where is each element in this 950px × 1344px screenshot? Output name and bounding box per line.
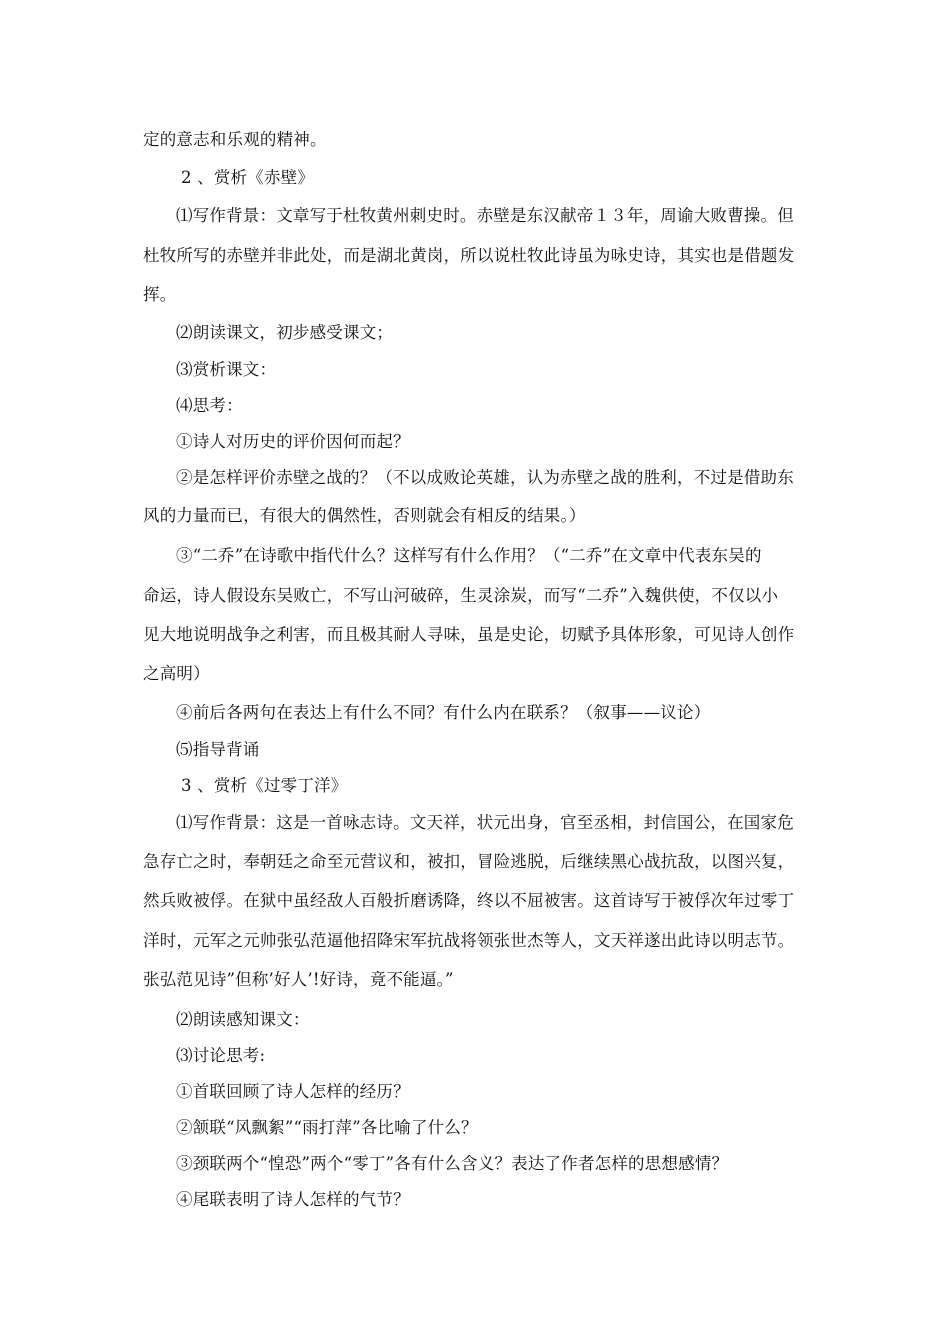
text-line: ②是怎样评价赤壁之战的？（不以成败论英雄，认为赤壁之战的胜利，不过是借助东 — [176, 468, 794, 487]
text-line: 之高明） — [143, 664, 210, 683]
text-line: ⑶赏析课文： — [176, 360, 277, 379]
text-line: ⑸指导背诵 — [176, 740, 260, 759]
text-line: 杜牧所写的赤壁并非此处，而是湖北黄岗，所以说杜牧此诗虽为咏史诗，其实也是借题发 — [143, 246, 795, 265]
text-line: 张弘范见诗”但称’好人’!好诗，竟不能逼。” — [143, 970, 454, 989]
text-line: ⑵朗读感知课文： — [176, 1010, 310, 1029]
text-line: ⑶讨论思考: — [176, 1046, 266, 1065]
text-line: ④前后各两句在表达上有什么不同？有什么内在联系？（叙事——议论） — [176, 703, 711, 722]
text-line: 挥。 — [143, 285, 177, 304]
text-line: ⑴写作背景：文章写于杜牧黄州刺史时。赤壁是东汉献帝１３年，周谕大败曹操。但 — [176, 206, 794, 225]
text-line: ①首联回顾了诗人怎样的经历？ — [176, 1082, 410, 1101]
text-line: 急存亡之时，奉朝廷之命至元营议和，被扣，冒险逃脱，后继续黑心战抗敌，以图兴复， — [143, 852, 795, 871]
section-heading: 3 、赏析《过零丁洋》 — [181, 776, 348, 795]
text-line: ④尾联表明了诗人怎样的气节？ — [176, 1190, 410, 1209]
text-line: ⑴写作背景：这是一首咏志诗。文天祥，状元出身，官至丞相，封信国公，在国家危 — [176, 813, 794, 832]
text-line: ③颈联两个“惶恐”两个“零丁”各有什么含义？表达了作者怎样的思想感情？ — [176, 1154, 729, 1173]
section-heading: 2 、赏析《赤壁》 — [181, 168, 315, 187]
text-line: 然兵败被俘。在狱中虽经敌人百般折磨诱降，终以不屈被害。这首诗写于被俘次年过零丁 — [143, 891, 795, 910]
text-line: 洋时，元军之元帅张弘范逼他招降宋军抗战将领张世杰等人，文天祥遂出此诗以明志节。 — [143, 931, 795, 950]
text-line: 见大地说明战争之利害，而且极其耐人寻味，虽是史论，切赋予具体形象，可见诗人创作 — [143, 625, 795, 644]
text-line: 风的力量而已，有很大的偶然性，否则就会有相反的结果。） — [143, 506, 586, 525]
text-line: ③“二乔”在诗歌中指代什么？这样写有什么作用？（“二乔”在文章中代表东吴的 — [176, 546, 762, 565]
text-line: 命运，诗人假设东吴败亡，不写山河破碎，生灵涂炭，而写“二乔”入魏供使，不仅以小 — [143, 586, 779, 605]
text-line: ①诗人对历史的评价因何而起？ — [176, 432, 410, 451]
text-line: ②颔联“风飘絮”“雨打萍”各比喻了什么？ — [176, 1118, 478, 1137]
text-line: ⑷思考： — [176, 396, 243, 415]
text-line: ⑵朗读课文，初步感受课文； — [176, 323, 394, 342]
text-line: 定的意志和乐观的精神。 — [143, 130, 327, 149]
